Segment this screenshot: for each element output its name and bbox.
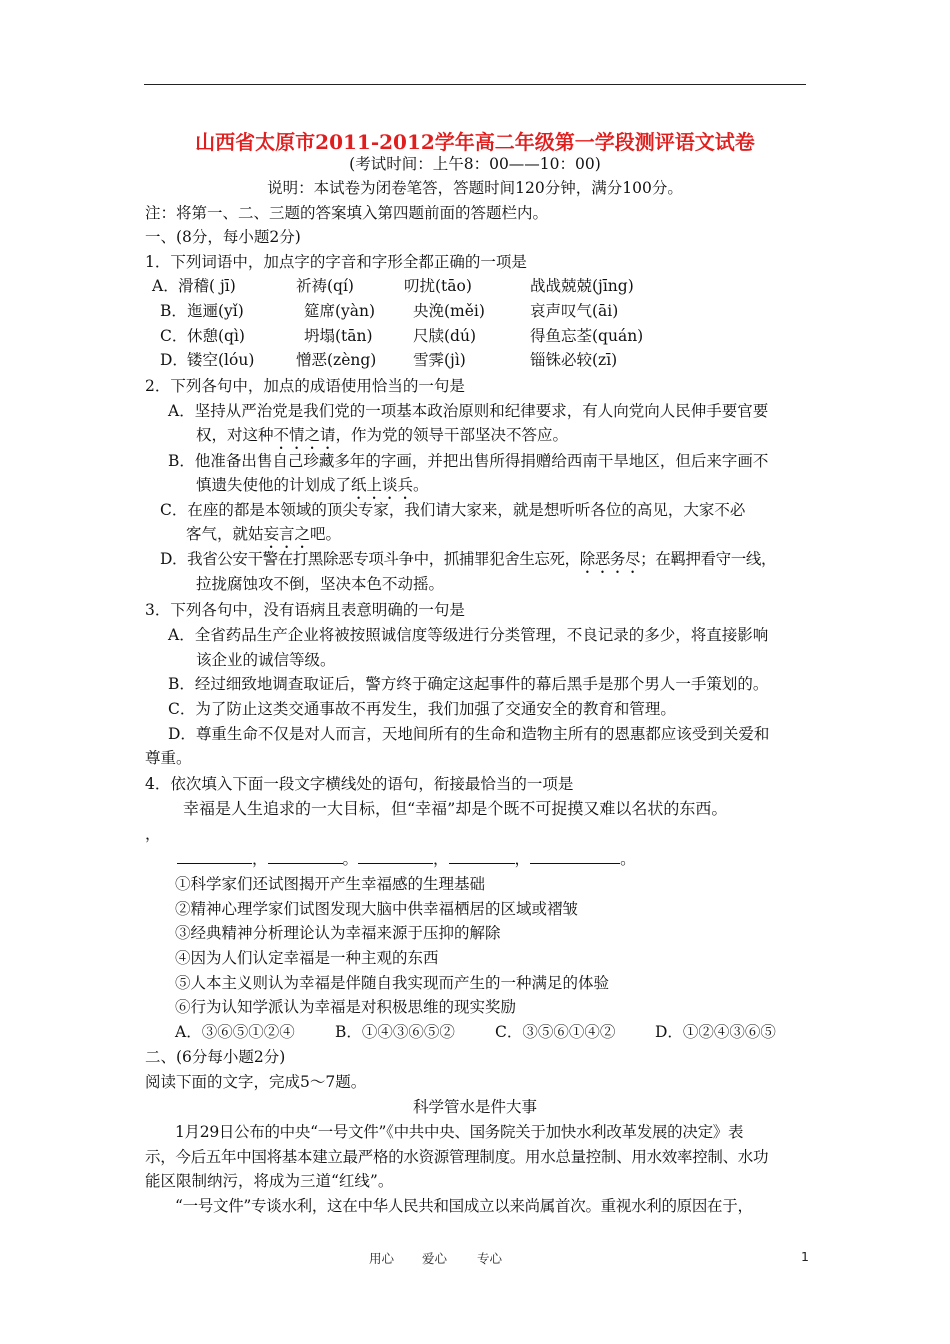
header-rule: [144, 84, 806, 85]
exam-title: 山西省太原市2011-2012学年高二年级第一学段测评语文试卷: [195, 130, 755, 154]
page-number: 1: [801, 1249, 809, 1264]
q1-word: 筵席(yàn): [304, 302, 376, 320]
blank-4[interactable]: [449, 848, 515, 864]
q4-answer-a[interactable]: A．③⑥⑤①②④: [175, 1023, 295, 1041]
dotted-idiom: 除恶务尽: [579, 550, 641, 568]
q4-statement: ③经典精神分析理论认为幸福来源于压抑的解除: [175, 924, 501, 942]
q1-word: 得鱼忘荃(quán): [530, 327, 644, 345]
q1-word: 雪霁(jì): [413, 351, 466, 369]
dotted-idiom: 不情之请: [273, 426, 336, 444]
footer-motto: 爱心: [422, 1251, 448, 1266]
q1-word: 休憩(qì): [187, 327, 245, 345]
exam-instructions: 说明：本试卷为闭卷笔答，答题时间120分钟，满分100分。: [267, 179, 683, 197]
q1-stem: 1．下列词语中，加点字的字音和字形全都正确的一项是: [145, 253, 527, 271]
article-paragraph-line: 1月29日公布的中央“一号文件”《中共中央、国务院关于加快水利改革发展的决定》表: [175, 1123, 744, 1141]
q2-option-d-line1: D．我省公安干警在打黑除恶专项斗争中，抓捕罪犯舍生忘死，除恶务尽；在羁押看守一线，: [160, 550, 777, 568]
q4-statement: ④因为人们认定幸福是一种主观的东西: [175, 949, 439, 967]
q4-statement: ⑥行为认知学派认为幸福是对积极思维的现实奖励: [175, 998, 517, 1016]
q1-word: 尺牍(dú): [413, 327, 476, 345]
q2-option-b-line1: B．他准备出售自己珍藏多年的字画，并把出售所得捐赠给西南干旱地区，但后来字画不: [168, 452, 769, 470]
footer-motto: 专心: [477, 1251, 503, 1266]
q1-word: 战战兢兢(jīng): [530, 277, 634, 295]
section1-header: 一、(8分，每小题2分): [145, 228, 301, 246]
blank-5[interactable]: [530, 848, 620, 864]
q3-option-b[interactable]: B．经过细致地调查取证后，警方终于确定这起事件的幕后黑手是那个男人一手策划的。: [168, 675, 769, 693]
q4-answer-c[interactable]: C．③⑤⑥①④②: [495, 1023, 616, 1041]
article-paragraph-line: “一号文件”专谈水利，这在中华人民共和国成立以来尚属首次。重视水利的原因在于，: [175, 1197, 753, 1215]
q1-option-label: D．: [160, 351, 188, 369]
answer-note: 注：将第一、二、三题的答案填入第四题前面的答题栏内。: [145, 204, 549, 222]
q4-passage: 幸福是人生追求的一大目标，但“幸福”却是个既不可捉摸又难以名状的东西。: [183, 799, 728, 818]
exam-time: (考试时间：上午8：00——10：00): [349, 155, 601, 173]
q3-option-d-line1: D．尊重生命不仅是对人而言，天地间所有的生命和造物主所有的恩惠都应该受到关爱和: [168, 725, 770, 743]
q3-option-d-line2: 尊重。: [145, 749, 192, 767]
section2-intro: 阅读下面的文字，完成5～7题。: [145, 1073, 367, 1091]
q4-answer-b[interactable]: B．①④③⑥⑤②: [335, 1023, 455, 1041]
q1-option-label: A．: [152, 277, 179, 295]
q3-option-c[interactable]: C．为了防止这类交通事故不再发生，我们加强了交通安全的教育和管理。: [168, 700, 676, 718]
q2-option-d-line2: 拉拢腐蚀攻不倒，坚决本色不动摇。: [196, 575, 445, 593]
q1-word: 祈祷(qí): [296, 277, 354, 295]
q1-word: 央浼(měi): [413, 302, 485, 320]
dotted-idiom: 妄言之: [263, 525, 311, 543]
q1-word: 锱铢必较(zī): [530, 351, 618, 369]
q1-word: 哀声叹气(āi): [530, 302, 619, 320]
q4-statement: ②精神心理学家们试图发现大脑中供幸福栖居的区域或褶皱: [175, 900, 579, 918]
q1-word: 坍塌(tān): [304, 327, 373, 345]
q2-option-a-line2: 权，对这种不情之请，作为党的领导干部坚决不答应。: [196, 426, 569, 444]
q1-option-label: C．: [160, 327, 188, 345]
blank-3[interactable]: [358, 848, 433, 864]
q3-stem: 3．下列各句中，没有语病且表意明确的一句是: [145, 601, 465, 619]
q3-option-a-line2: 该企业的诚信等级。: [196, 651, 336, 669]
q2-stem: 2．下列各句中，加点的成语使用恰当的一句是: [145, 377, 465, 395]
q1-word: 迤逦(yǐ): [187, 302, 244, 320]
blank-2[interactable]: [268, 848, 343, 864]
q4-fill-blanks: ， 。 ， ， 。: [177, 848, 636, 870]
q4-statement: ⑤人本主义则认为幸福是伴随自我实现而产生的一种满足的体验: [175, 974, 610, 992]
footer-motto: 用心: [369, 1251, 395, 1266]
article-paragraph-line: 示，今后五年中国将基本建立最严格的水资源管理制度。用水总量控制、用水效率控制、水功: [145, 1148, 769, 1166]
q2-option-c-line1: C．在座的都是本领域的顶尖专家，我们请大家来，就是想听听各位的高见，大家不必: [160, 501, 746, 519]
q2-option-a-line1: A．坚持从严治党是我们党的一项基本政治原则和纪律要求，有人向党向人民伸手要官要: [168, 402, 769, 420]
q2-option-c-line2: 客气，就姑妄言之吧。: [186, 525, 342, 543]
q2-option-b-line2: 慎遗失使他的计划成了纸上谈兵。: [196, 476, 429, 494]
blank-1[interactable]: [177, 848, 252, 864]
article-paragraph-line: 能区限制纳污，将成为三道“红线”。: [145, 1172, 394, 1190]
q1-word: 镂空(lóu): [187, 351, 255, 369]
q4-stray-comma: ，: [145, 825, 161, 843]
q4-stem: 4．依次填入下面一段文字横线处的语句，衔接最恰当的一项是: [145, 775, 574, 793]
dotted-idiom: 纸上谈兵: [351, 476, 414, 494]
section2-header: 二、(6分每小题2分): [145, 1048, 286, 1066]
q1-option-label: B．: [160, 302, 187, 320]
q4-answer-d[interactable]: D．①②④③⑥⑤: [655, 1023, 776, 1041]
q4-statement: ①科学家们还试图揭开产生幸福感的生理基础: [175, 875, 486, 893]
article-title: 科学管水是件大事: [412, 1098, 537, 1116]
q1-word: 憎恶(zèng): [296, 351, 377, 369]
q3-option-a-line1: A．全省药品生产企业将被按照诚信度等级进行分类管理，不良记录的多少，将直接影响: [168, 626, 769, 644]
q1-word: 叨扰(tāo): [404, 277, 472, 295]
q1-word: 滑稽( jī): [178, 277, 236, 295]
